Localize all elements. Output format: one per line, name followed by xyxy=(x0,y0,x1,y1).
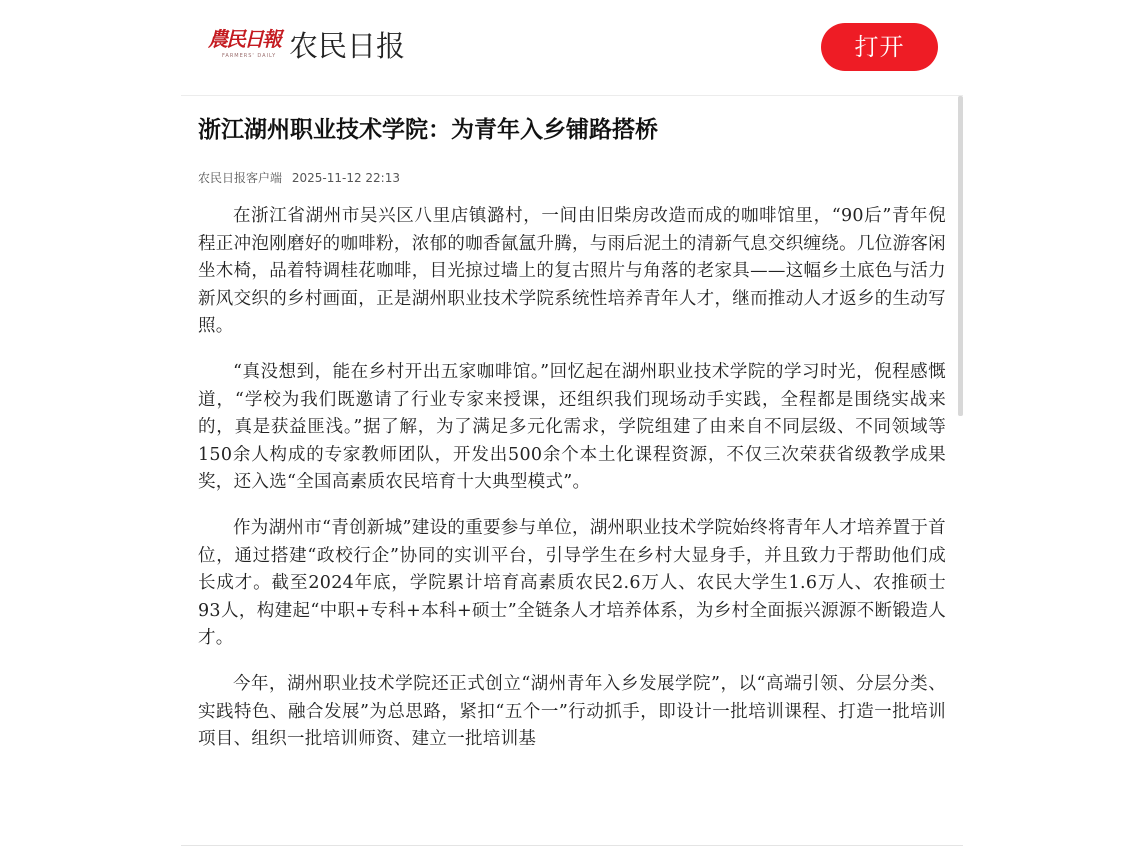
open-app-button[interactable]: 打开 xyxy=(821,23,938,71)
article-paragraph: 今年，湖州职业技术学院还正式创立“湖州青年入乡发展学院”，以“高端引领、分层分类、实践特色、融合发展”为总思路，紧扣“五个一”行动抓手，即设计一批培训课程、打造一批培训项目、组织一批培训师资、建立一批培训基 xyxy=(198,673,946,750)
article-source: 农民日报客户端 xyxy=(198,171,283,185)
app-header xyxy=(181,0,963,96)
article-paragraph: 在浙江省湖州市吴兴区八里店镇潞村，一间由旧柴房改造而成的咖啡馆里，“90后”青年倪程正冲泡刚磨好的咖啡粉，浓郁的咖香氤氲升腾，与雨后泥土的清新气息交织缠绕。几位游客闲坐木椅，品着特调桂花咖啡，目光掠过墙上的复古照片与角落的老家具——这幅乡土底色与活力新风交织的乡村画面，正是湖州职业技术学院系统性培养青年人才，继而推动人才返乡的生动写照。 xyxy=(198,206,946,337)
app-name: 农民日报 xyxy=(289,29,406,63)
farmers-daily-logo xyxy=(208,26,280,66)
logo-script-text: 農民日報 xyxy=(208,27,280,51)
article-page xyxy=(181,0,963,846)
article-title: 浙江湖州职业技术学院：为青年入乡铺路搭桥 xyxy=(198,117,658,143)
article-content xyxy=(198,96,946,772)
article-meta xyxy=(198,169,946,187)
article-body xyxy=(198,203,946,754)
article-paragraph: “真没想到，能在乡村开出五家咖啡馆。”回忆起在湖州职业技术学院的学习时光，倪程感慨道，“学校为我们既邀请了行业专家来授课，还组织我们现场动手实践，全程都是围绕实战来的，真是获益匪浅。”据了解，为了满足多元化需求，学院组建了由来自不同层级、不同领域等150余人构成的专家教师团队，开发出500余个本土化课程资源，不仅三次荣获省级教学成果奖，还入选“全国高素质农民培育十大典型模式”。 xyxy=(198,361,946,493)
scrollbar-thumb[interactable] xyxy=(958,96,963,416)
article-datetime: 2025-11-12 22:13 xyxy=(291,171,400,185)
logo-subtext: FARMERS' DAILY xyxy=(222,53,277,59)
article-paragraph: 作为湖州市“青创新城”建设的重要参与单位，湖州职业技术学院始终将青年人才培养置于首位，通过搭建“政校行企”协同的实训平台，引导学生在乡村大显身手，并且致力于帮助他们成长成才。截至2024年底，学院累计培育高素质农民2.6万人、农民大学生1.6万人、农推硕士93人，构建起“中职+专科+本科+硕士”全链条人才培养体系，为乡村全面振兴源源不断锻造人才。 xyxy=(198,517,946,649)
